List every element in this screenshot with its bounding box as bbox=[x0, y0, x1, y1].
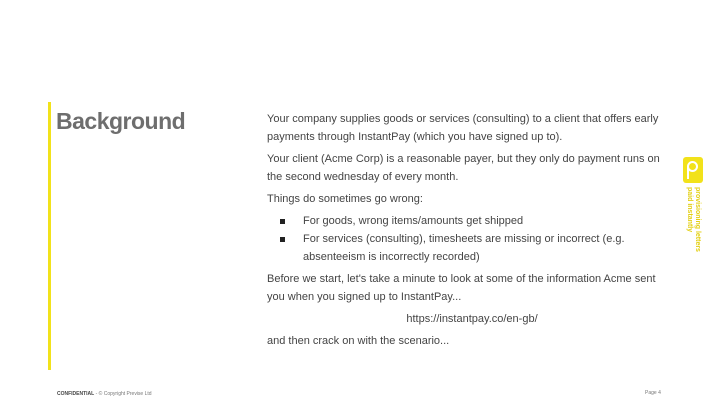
square-bullet-icon bbox=[280, 237, 285, 242]
list-item bbox=[267, 212, 667, 230]
bullet-text: For services (consulting), timesheets are missing or incorrect (e.g. absenteeism is incorrectly recorded) bbox=[303, 233, 625, 263]
instantpay-link[interactable]: https://instantpay.co/en-gb/ bbox=[406, 313, 538, 325]
p-logo-icon bbox=[683, 157, 703, 183]
confidential-label: CONFIDENTIAL bbox=[57, 391, 95, 397]
bullet-text: For goods, wrong items/amounts get shipped bbox=[303, 215, 524, 227]
slide-title: Background bbox=[56, 108, 186, 134]
brand-logo bbox=[683, 157, 711, 257]
footer-copyright bbox=[57, 391, 152, 397]
slide-body bbox=[267, 110, 667, 354]
list-item bbox=[267, 230, 667, 266]
paragraph-closing: and then crack on with the scenario... bbox=[267, 335, 450, 347]
copyright-text: - © Copyright Previse Ltd bbox=[94, 391, 152, 397]
tagline-line-2: paid instantly bbox=[686, 187, 693, 233]
accent-line bbox=[48, 102, 51, 370]
brand-tagline bbox=[685, 187, 701, 252]
page-number: Page 4 bbox=[645, 390, 661, 396]
paragraph-intro: Your company supplies goods or services (consulting) to a client that offers early payments through InstantPay (which you have signed up to). bbox=[267, 113, 659, 143]
paragraph-problems: Things do sometimes go wrong: bbox=[267, 193, 423, 205]
square-bullet-icon bbox=[280, 219, 285, 224]
bullet-list bbox=[267, 212, 667, 266]
tagline-line-1: provisioning letters bbox=[694, 187, 701, 252]
paragraph-client: Your client (Acme Corp) is a reasonable payer, but they only do payment runs on the second wednesday of every month. bbox=[267, 153, 660, 183]
paragraph-before-start: Before we start, let's take a minute to look at some of the information Acme sent you when you signed up to InstantPay... bbox=[267, 273, 656, 303]
